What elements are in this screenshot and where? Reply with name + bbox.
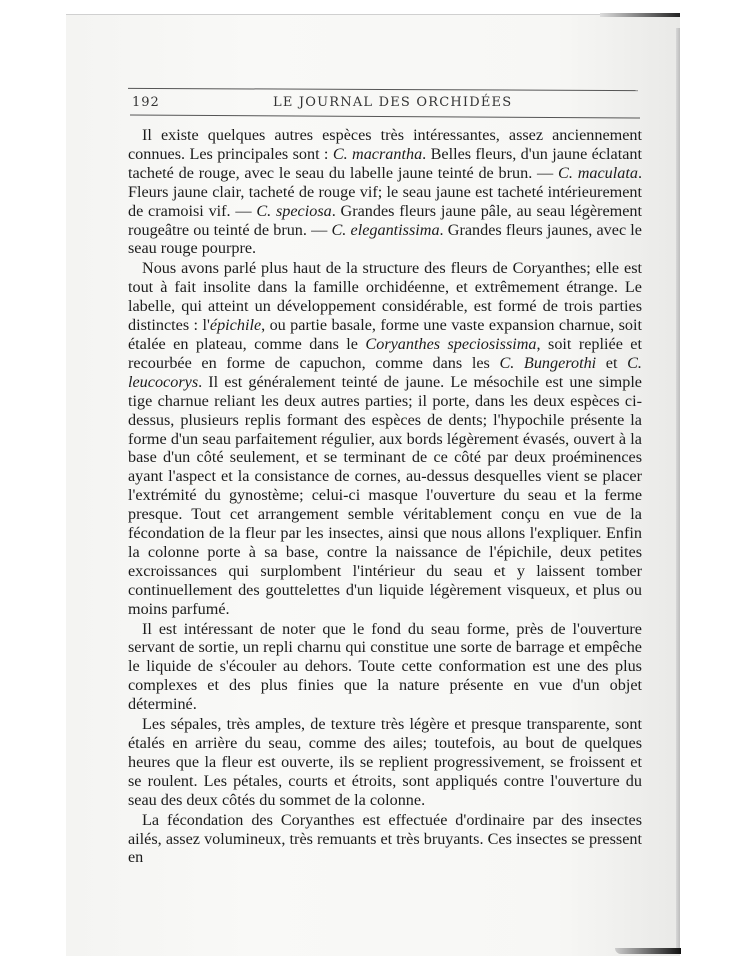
text-run: et — [596, 353, 628, 372]
paragraph — [128, 715, 642, 810]
species-name: C. maculata — [558, 163, 638, 182]
paragraph — [128, 126, 642, 258]
species-name: C. speciosa — [256, 201, 332, 220]
species-name: C. leucocorys — [128, 353, 642, 391]
text-run: , soit repliée et recourbée en forme de capuchon, comme dans les — [128, 334, 642, 372]
species-name: C. Bungerothi — [499, 353, 597, 372]
paragraph — [128, 620, 642, 715]
text-run: . Grandes fleurs jaune pâle, au seau légèrement rougeâtre ou teinté de brun. — — [128, 201, 642, 239]
running-header — [128, 94, 638, 112]
text-run: Il existe quelques autres espèces très intéressantes, assez anciennement connues. Les principales sont : — [128, 126, 642, 163]
page-curl-bottom — [615, 948, 681, 954]
paragraph — [128, 259, 642, 618]
page-number: 192 — [132, 95, 160, 110]
text-run: . Belles fleurs, d'un jaune éclatant tacheté de rouge, avec le seau du labelle jaune teinté de brun. — — [128, 144, 643, 182]
species-name: Coryanthes speciosissima — [365, 334, 537, 353]
running-title: LE JOURNAL DES ORCHIDÉES — [273, 95, 513, 110]
text-run: . Grandes fleurs jaunes, avec le seau rouge pourpre. — [128, 220, 642, 258]
text-run: . Fleurs jaune clair, tacheté de rouge vif; le seau jaune est tacheté intérieurement de cramoisi vif. — — [128, 163, 642, 220]
text-run: Nous avons parlé plus haut de la structure des fleurs de Coryanthes; elle est tout à fait insolite dans la famille orchidéenne, et extrêmement étrange. Le labelle, qui atteint un développement considérable, est formé de trois parties distinctes : l' — [128, 259, 642, 335]
text-run: Il est intéressant de noter que le fond du seau forme, près de l'ouverture servant de sortie, un repli charnu qui constitue une sorte de barrage et empêche le liquide de s'écouler au dehors. Toute cette conformation est une des plus complexes et des plus finies que la nature présente en vue d'un objet déterminé. — [128, 619, 642, 714]
paragraph — [128, 811, 642, 868]
text-run: , ou partie basale, forme une vaste expansion charnue, soit étalée en plateau, comme dans le — [128, 316, 642, 353]
text-run: La fécondation des Coryanthes est effectuée d'ordinaire par des insectes ailés, assez volumineux, très remuants et très bruyants. Ces insectes se pressent en — [128, 810, 642, 867]
body-text — [128, 126, 642, 867]
species-name: C. elegantissima — [331, 220, 440, 239]
species-name: C. macrantha — [332, 144, 423, 163]
species-name: épichile — [209, 316, 262, 335]
page-curl-top — [600, 13, 680, 17]
page-edge — [676, 28, 680, 948]
text-run: Les sépales, très amples, de texture très légère et presque transparente, sont étalés en arrière du seau, comme des ailes; toutefois, au bout de quelques heures que la fleur est ouverte, ils se replient progressivement, se froissent et se roulent. Les pétales, courts et étroits, sont appliqués contre l'ouverture du seau des deux côtés du sommet de la colonne. — [128, 715, 642, 809]
text-run: . Il est généralement teinté de jaune. Le mésochile est une simple tige charnue reliant les deux autres parties; il porte, dans les deux espèces ci-dessus, plusieurs replis formant des espèces de dents; l'hypochile présente la forme d'un seau parfaitement régulier, aux bords légèrement évasés, ouvert à la base d'un côté seulement, et se terminant de ce côté par deux proéminences ayant l'aspect et la consistance de cornes, au-dessus desquelles vient se placer l'extrémité du gynostème; celui-ci masque l'ouverture du seau et la ferme presque. Tout cet arrangement semble véritablement conçu en vue de la fécondation de la fleur par les insectes, ainsi que nous allons l'expliquer. Enfin la colonne porte à sa base, contre la naissance de l'épichile, deux petites excroissances qui surplombent l'intérieur du seau et y laissent tomber continuellement des gouttelettes d'un liquide légèrement visqueux, et plus ou moins parfumé. — [128, 372, 642, 618]
